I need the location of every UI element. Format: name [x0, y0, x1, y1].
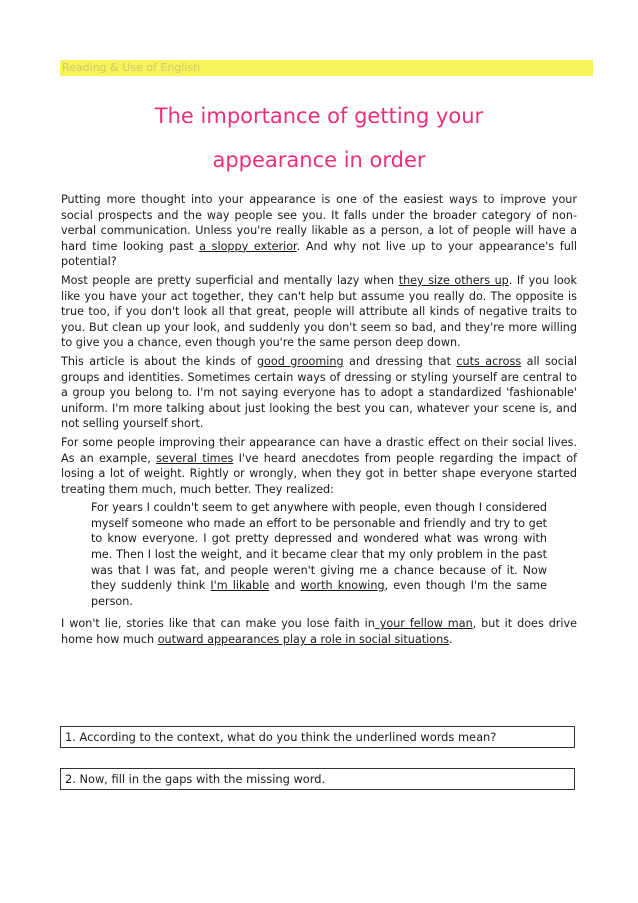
paragraph-1: [61, 192, 577, 270]
underlined-phrase: they size others up: [398, 273, 509, 287]
page-title-line-2: appearance in order: [212, 148, 426, 172]
underlined-phrase: outward appearances play a role in social situations: [157, 633, 449, 647]
quote-text: , even though I'm the same person.: [91, 579, 547, 608]
paragraph-text: Putting more thought into your appearance is one of the easiest ways to improve your social prospects and the way people see you. It falls under the broader category of non-verbal communication. Unless you're really likable as a person, a lot of people will have a hard time looking past: [61, 193, 577, 253]
underlined-phrase: worth knowing: [300, 579, 385, 593]
header-bar: [60, 60, 593, 76]
paragraph-text: This article is about the kinds of: [61, 354, 257, 368]
paragraph-text: all social groups and identities. Sometimes certain ways of dressing or styling yourself are central to a group you belong to. I'm not saying everyone has to adopt a standardized 'fashionable' uniform. I'm more talking about just looking the best you can, whatever your scene is, and not selling yourself short.: [61, 354, 577, 431]
paragraph-text: , but it does drive home how much: [61, 617, 578, 647]
page-title-line-1: The importance of getting your: [154, 104, 484, 128]
paragraph-text: and dressing that: [343, 354, 457, 368]
paragraph-text: . If you look like you have your act together, they can't help but assume you really do. The opposite is true too, if you don't look all that great, people will attribute all kinds of negative traits to you. But clean up your look, and suddenly you don't seem so bad, and they're more willing to give you a chance, even though you're the same person deep down.: [61, 273, 578, 350]
underlined-phrase: your fellow man: [374, 617, 473, 631]
underlined-phrase: several times: [156, 451, 234, 465]
paragraph-4: [61, 435, 577, 497]
paragraph-text: . And why not live up to your appearance's full potential?: [61, 239, 577, 269]
article-body: [61, 192, 577, 651]
paragraph-text: .: [449, 633, 453, 647]
underlined-phrase: I'm likable: [210, 579, 270, 593]
underlined-phrase: good grooming: [256, 354, 344, 368]
paragraph-text: I've heard anecdotes from people regarding the impact of losing a lot of weight. Rightly or wrongly, when they got in better shape everyone started treating them much, much better. They realized:: [61, 451, 577, 496]
question-box-2: 2. Now, fill in the gaps with the missing word.: [60, 768, 575, 790]
quote-text: and: [269, 579, 301, 593]
paragraph-3: [61, 354, 577, 432]
header-label: Reading & Use of English: [62, 61, 201, 74]
paragraph-text: For some people improving their appearance can have a drastic effect on their social lives. As an example,: [61, 435, 577, 465]
paragraph-2: [61, 273, 577, 351]
underlined-phrase: cuts across: [456, 354, 522, 368]
block-quote: [91, 500, 547, 609]
paragraph-text: I won't lie, stories like that can make you lose faith in: [61, 617, 375, 631]
paragraph-text: Most people are pretty superficial and mentally lazy when: [61, 273, 399, 287]
paragraph-closing: [61, 616, 577, 647]
underlined-phrase: a sloppy exterior: [199, 239, 297, 253]
question-box-1: 1. According to the context, what do you think the underlined words mean?: [60, 726, 575, 748]
quote-text: For years I couldn't seem to get anywhere with people, even though I considered myself someone who made an effort to be personable and friendly and try to get to know everyone. I got pretty depressed and wondered what was wrong with me. Then I lost the weight, and it became clear that my only problem in the past was that I was fat, and people weren't giving me a chance because of it. Now they suddenly think: [91, 501, 547, 593]
